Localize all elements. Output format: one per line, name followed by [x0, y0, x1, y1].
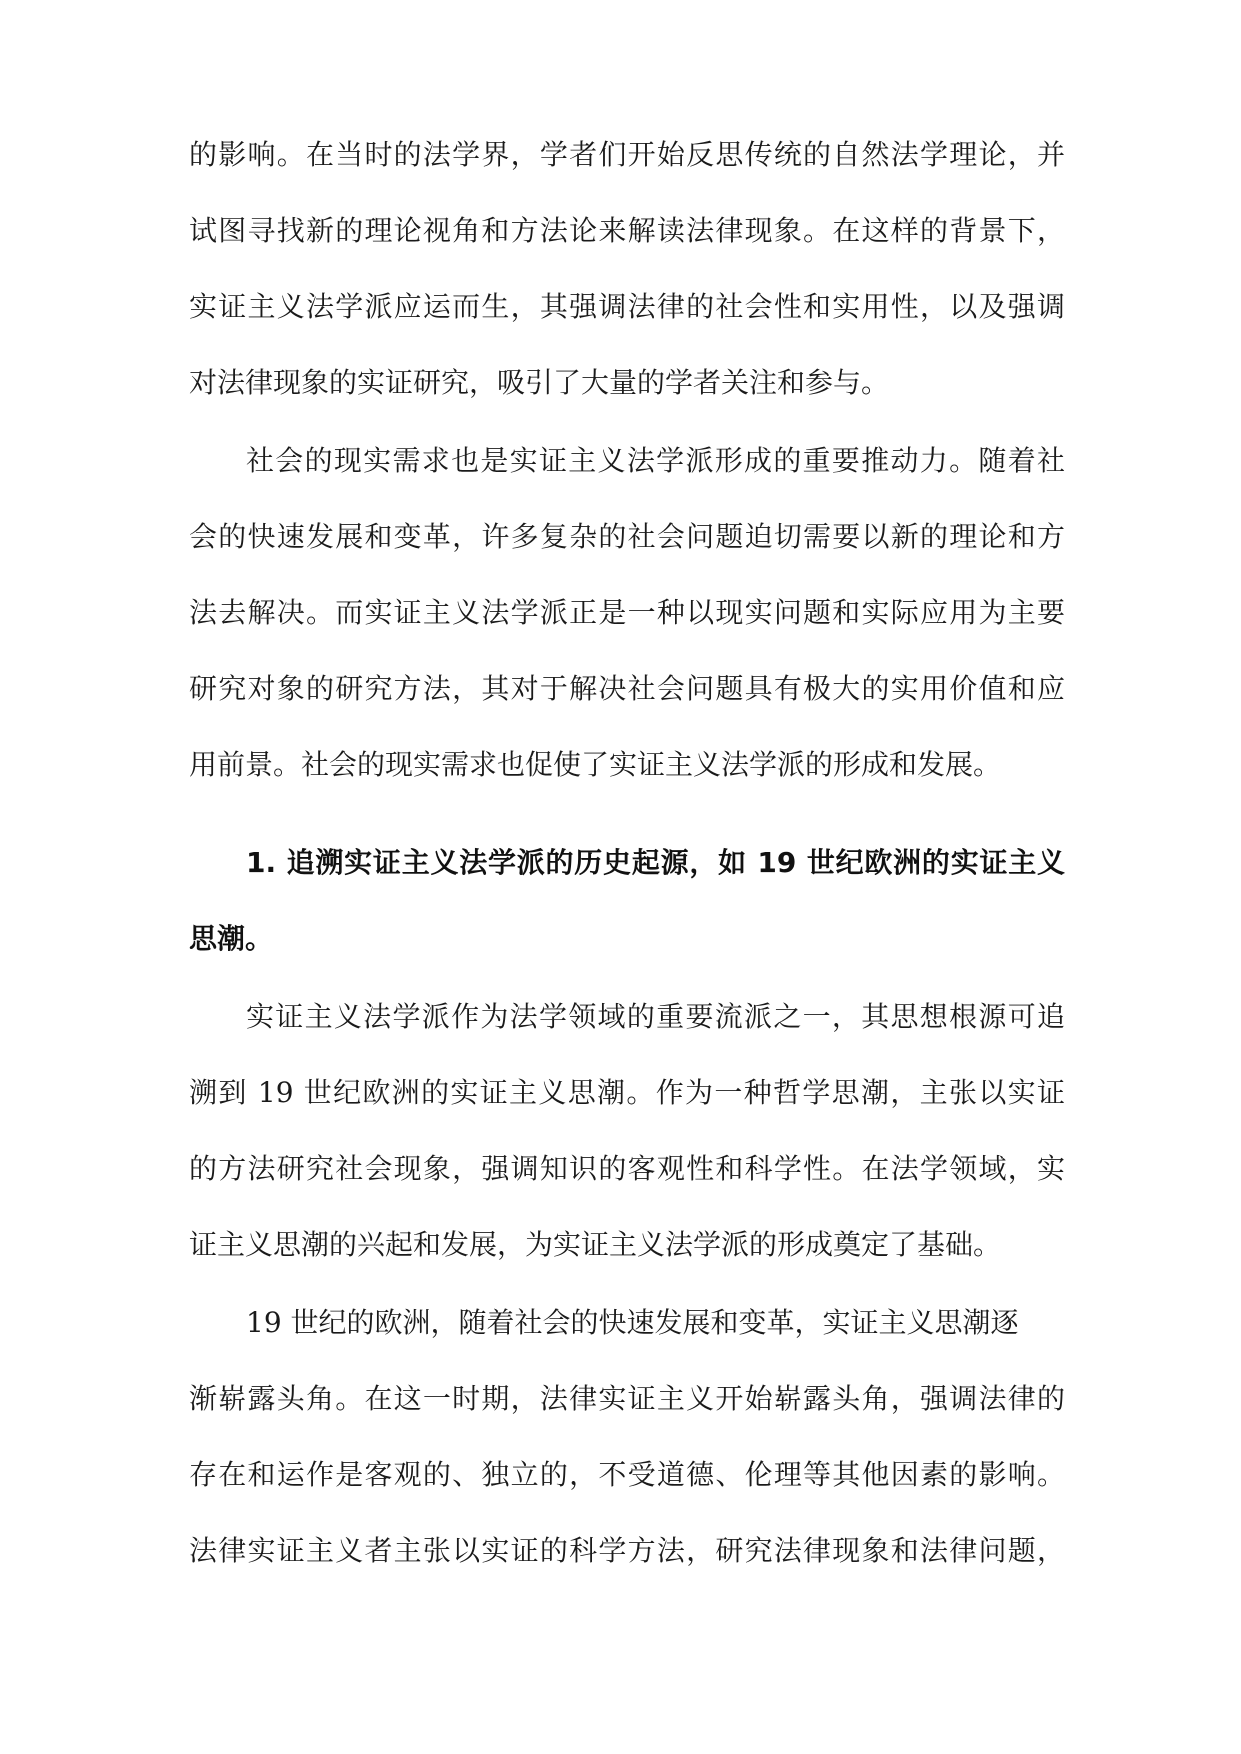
paragraph-3-line-4: 证主义思潮的兴起和发展，为实证主义法学派的形成奠定了基础。 — [189, 1228, 1002, 1261]
paragraph-4-line-2: 渐崭露头角。在这一时期，法律实证主义开始崭露头角，强调法律的 — [189, 1382, 1065, 1415]
paragraph-1-line-3: 实证主义法学派应运而生，其强调法律的社会性和实用性，以及强调 — [189, 290, 1065, 323]
paragraph-3-line-3: 的方法研究社会现象，强调知识的客观性和科学性。在法学领域，实 — [189, 1152, 1065, 1185]
section-heading-line-1: 1. 追溯实证主义法学派的历史起源，如 19 世纪欧洲的实证主义 — [246, 846, 1065, 879]
paragraph-2-line-3: 法去解决。而实证主义法学派正是一种以现实问题和实际应用为主要 — [189, 596, 1065, 629]
paragraph-2-line-1: 社会的现实需求也是实证主义法学派形成的重要推动力。随着社 — [246, 444, 1065, 477]
paragraph-2-line-5: 用前景。社会的现实需求也促使了实证主义法学派的形成和发展。 — [189, 748, 1002, 781]
paragraph-4-line-4: 法律实证主义者主张以实证的科学方法，研究法律现象和法律问题， — [189, 1534, 1065, 1567]
paragraph-2-line-4: 研究对象的研究方法，其对于解决社会问题具有极大的实用价值和应 — [189, 672, 1065, 705]
paragraph-4-line-1: 19 世纪的欧洲，随着社会的快速发展和变革，实证主义思潮逐 — [246, 1306, 1019, 1339]
paragraph-1-line-4: 对法律现象的实证研究，吸引了大量的学者关注和参与。 — [189, 366, 890, 399]
paragraph-1-line-2: 试图寻找新的理论视角和方法论来解读法律现象。在这样的背景下， — [189, 214, 1065, 247]
paragraph-3-line-1: 实证主义法学派作为法学领域的重要流派之一，其思想根源可追 — [246, 1000, 1065, 1033]
paragraph-1-line-1: 的影响。在当时的法学界，学者们开始反思传统的自然法学理论，并 — [189, 138, 1065, 171]
paragraph-2-line-2: 会的快速发展和变革，许多复杂的社会问题迫切需要以新的理论和方 — [189, 520, 1065, 553]
paragraph-4-line-3: 存在和运作是客观的、独立的，不受道德、伦理等其他因素的影响。 — [189, 1458, 1065, 1491]
paragraph-3-line-2: 溯到 19 世纪欧洲的实证主义思潮。作为一种哲学思潮，主张以实证 — [189, 1076, 1065, 1109]
section-heading-line-2: 思潮。 — [189, 922, 274, 955]
